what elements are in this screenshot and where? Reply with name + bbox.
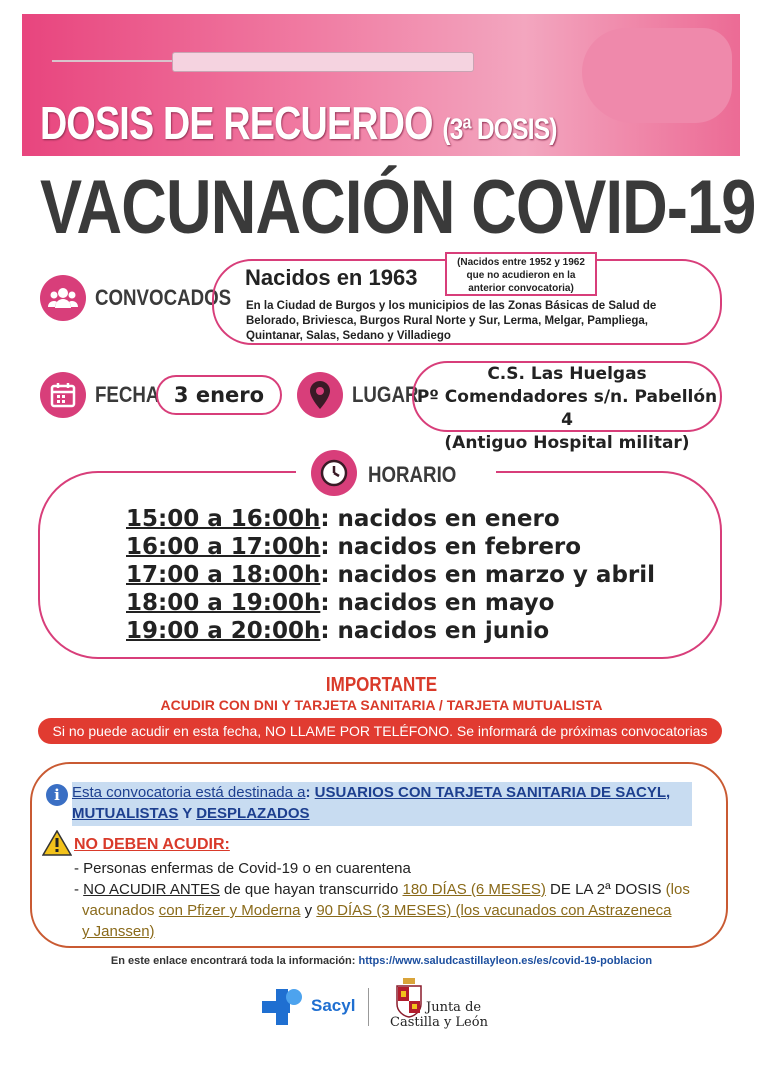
- slot-time: 18:00 a 19:00h: [126, 590, 321, 616]
- clock-icon: [311, 450, 357, 496]
- glove-shape: [582, 28, 732, 123]
- footer-url[interactable]: https://www.saludcastillayleon.es/es/covid-19-poblacion: [358, 955, 653, 967]
- bullet-2-cont: [74, 900, 714, 921]
- bullet-2-end: y Janssen): [82, 923, 155, 940]
- b2-y: y: [300, 902, 317, 919]
- horario-slot: [126, 505, 655, 533]
- footer-link-line: [0, 955, 763, 967]
- horario-list: [126, 505, 655, 645]
- b2-pfizer: con Pfizer y Moderna: [158, 902, 301, 919]
- slot-time: 17:00 a 18:00h: [126, 562, 321, 588]
- b2-los: (los: [661, 881, 690, 898]
- fecha-value: 3 enero: [156, 375, 282, 415]
- b2-no: NO ACUDIR ANTES: [83, 881, 220, 898]
- horario-slot: [126, 561, 655, 589]
- dest-y: Y: [178, 805, 197, 822]
- slot-desc: : nacidos en mayo: [320, 590, 555, 616]
- born-note: (Nacidos entre 1952 y 1962 que no acudieron en la anterior convocatoria): [445, 252, 597, 296]
- destination-text: [72, 782, 692, 826]
- importante-title: IMPORTANTE: [325, 674, 438, 696]
- slot-time: 16:00 a 17:00h: [126, 534, 321, 560]
- convocados-area: En la Ciudad de Burgos y los municipios de las Zonas Básicas de Salud de Belorado, Briviesca, Burgos Rural Norte y Sur, Lerma, Melgar, Pampliega, Quintanar, Salas, Sedano y Villadiego: [246, 300, 657, 342]
- title-booster-text: DOSIS DE RECUERDO: [40, 97, 433, 149]
- sacyl-text: Sacyl: [311, 996, 356, 1015]
- dest-prefix: Esta convocatoria está destinada a: [72, 784, 306, 801]
- warning-icon: [42, 830, 72, 861]
- calendar-icon: [40, 372, 86, 418]
- junta-text: [426, 1000, 481, 1015]
- logo-divider: [368, 988, 369, 1026]
- b2-days: 180 DÍAS (6 MESES): [402, 881, 546, 898]
- title-booster-suffix: (3ª DOSIS): [442, 113, 557, 146]
- lugar-note: (Antiguo Hospital militar): [444, 433, 690, 453]
- location-pin-icon: [297, 372, 343, 418]
- page-title: VACUNACIÓN COVID-19: [40, 165, 756, 250]
- junta-line2: Castilla y León: [390, 1015, 488, 1030]
- junta-line1: Junta de: [426, 1000, 482, 1015]
- slot-desc: : nacidos en enero: [320, 506, 560, 532]
- lugar-label: LUGAR: [352, 382, 419, 407]
- title-booster: [40, 96, 557, 150]
- footer-link-text: En este enlace encontrará toda la información:: [110, 955, 359, 967]
- slot-time: 15:00 a 16:00h: [126, 506, 321, 532]
- fecha-label: FECHA: [95, 382, 160, 407]
- dest-target3: DESPLAZADOS: [196, 805, 310, 822]
- dest-colon: :: [305, 784, 315, 801]
- importante-subtitle: ACUDIR CON DNI Y TARJETA SANITARIA / TARJETA MUTUALISTA: [160, 697, 603, 713]
- convocados-label: CONVOCADOS: [95, 285, 232, 310]
- slot-desc: : nacidos en marzo y abril: [320, 562, 656, 588]
- b2-de: DE LA 2ª DOSIS: [545, 881, 662, 898]
- horario-slot: [126, 589, 655, 617]
- no-deben-title: NO DEBEN ACUDIR:: [74, 836, 230, 853]
- bullet-1: - Personas enfermas de Covid-19 o en cuarentena: [74, 860, 411, 877]
- born-year: Nacidos en 1963: [245, 265, 418, 290]
- people-icon: [40, 275, 86, 321]
- slot-desc: : nacidos en febrero: [320, 534, 582, 560]
- info-icon: i: [46, 784, 68, 806]
- b2-dash: -: [74, 881, 84, 898]
- b2-90: 90 DÍAS (3 MESES) (los vacunados con Astrazeneca: [316, 902, 672, 919]
- b2-mid: de que hayan transcurrido: [219, 881, 403, 898]
- needle-shape: [52, 60, 172, 62]
- warning-banner: Si no puede acudir en esta fecha, NO LLAME POR TELÉFONO. Se informará de próximas convocatorias: [38, 718, 722, 744]
- horario-slot: [126, 533, 655, 561]
- horario-label: HORARIO: [368, 462, 457, 487]
- horario-slot: [126, 617, 655, 645]
- dest-target1: USUARIOS CON TARJETA SANITARIA DE SACYL,: [314, 784, 671, 801]
- dest-target2: MUTUALISTAS: [72, 805, 179, 822]
- slot-time: 19:00 a 20:00h: [126, 618, 321, 644]
- slot-desc: : nacidos en junio: [320, 618, 550, 644]
- bullet-list: [74, 858, 714, 942]
- sacyl-logo-icon: [262, 985, 308, 1034]
- b2-vac: vacunados: [82, 902, 159, 919]
- bullet-2: [74, 879, 714, 900]
- syringe-icon: [172, 52, 474, 72]
- lugar-address: Pº Comendadores s/n. Pabellón 4: [416, 387, 718, 430]
- lugar-text: [412, 363, 722, 455]
- lugar-name: C.S. Las Huelgas: [487, 364, 647, 384]
